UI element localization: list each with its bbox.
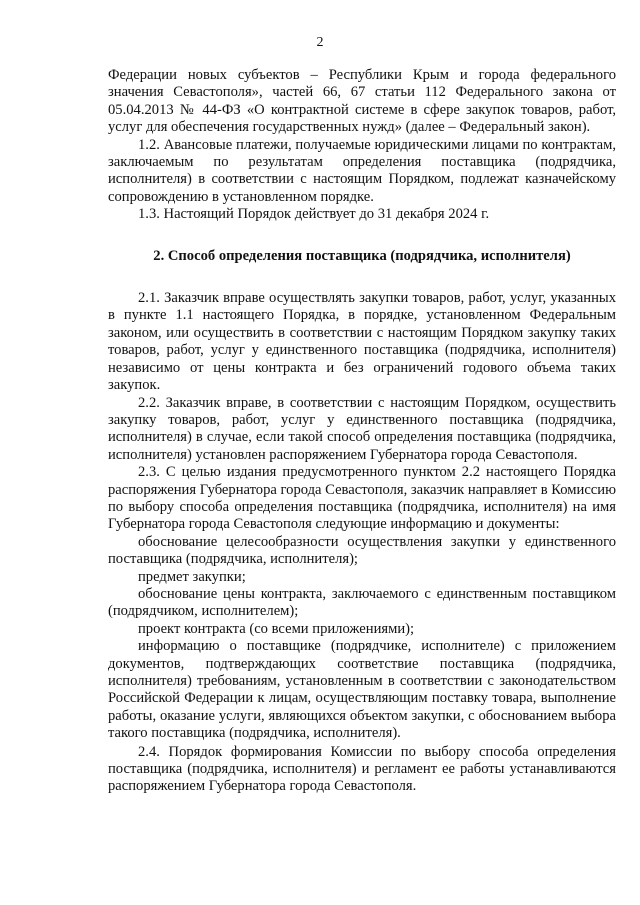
- list-item-draft-contract: проект контракта (со всеми приложениями);: [138, 620, 415, 637]
- paragraph-2-3: 2.3. С целью издания предусмотренного пунктом 2.2 настоящего Порядка распоряжения Губернатора города Севастополя, заказчик направляет в Комиссию по выбору способа определения поставщика (подрядчика, исполнителя) на имя Губернатора города Севастополя следующие информацию и документы:: [108, 464, 617, 533]
- paragraph-1-2: 1.2. Авансовые платежи, получаемые юридическими лицами по контрактам, заключаемым по результатам определения поставщика (подрядчика, исполнителя) в соответствии с настоящим Порядком, подлежат казначейскому сопровождению в установленном порядке.: [108, 136, 616, 205]
- list-item-justification: обоснование целесообразности осуществления закупки у единственного поставщика (подрядчика, исполнителя);: [108, 533, 616, 568]
- document-body: [108, 67, 616, 796]
- list-item-price-justification: обоснование цены контракта, заключаемого с единственным поставщиком (подрядчиком, исполнителем);: [108, 585, 616, 620]
- paragraph-2-4: 2.4. Порядок формирования Комиссии по выбору способа определения поставщика (подрядчика, исполнителя) и регламент ее работы устанавливаются распоряжением Губернатора города Севастополя.: [108, 743, 616, 795]
- section-2-heading: 2. Способ определения поставщика (подрядчика, исполнителя): [153, 247, 571, 264]
- paragraph-2-2: 2.2. Заказчик вправе, в соответствии с настоящим Порядком, осуществить закупку товаров, работ, услуг у единственного поставщика (подрядчика, исполнителя) в случае, если такой способ определения поставщика (подрядчика, исполнителя) установлен распоряжением Губернатора города Севастополя.: [108, 394, 616, 463]
- paragraph-1-1-continuation: Федерации новых субъектов – Республики Крым и города федерального значения Севастополя», частей 66, 67 статьи 112 Федерального закона от 05.04.2013 № 44-ФЗ «О контрактной системе в сфере закупок товаров, работ, услуг для обеспечения государственных нужд» (далее – Федеральный закон).: [108, 67, 616, 136]
- paragraph-1-3: 1.3. Настоящий Порядок действует до 31 декабря 2024 г.: [138, 206, 490, 223]
- page-number: 2: [316, 35, 324, 50]
- list-item-subject: предмет закупки;: [138, 568, 246, 585]
- paragraph-2-1: 2.1. Заказчик вправе осуществлять закупки товаров, работ, услуг, указанных в пункте 1.1 настоящего Порядка, в порядке, установленном Федеральным законом, или осуществить в соответствии с настоящим Порядком закупку таких товаров, работ, услуг у единственного поставщика (подрядчика, исполнителя) независимо от цены контракта и без ограничений годового объема таких закупок.: [108, 290, 616, 394]
- list-item-supplier-info: информацию о поставщике (подрядчике, исполнителе) с приложением документов, подтверждающих соответствие поставщика (подрядчика, исполнителя) требованиям, установленным в соответствии с законодательством Российской Федерации к лицам, осуществляющим поставку товара, выполнение работы, оказание услуги, являющихся объектом закупки, с обоснованием выбора такого поставщика (подрядчика, исполнителя).: [108, 638, 616, 742]
